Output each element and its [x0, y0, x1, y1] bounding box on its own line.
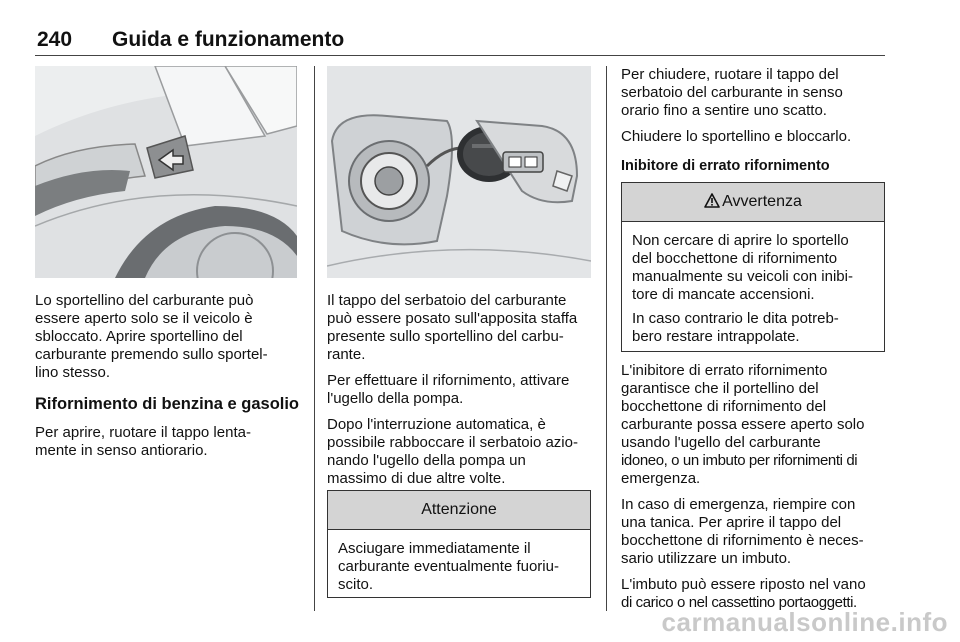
col2-text	[327, 292, 597, 488]
col3-top-text	[621, 66, 889, 174]
warning-body	[622, 222, 884, 354]
column-divider-2	[606, 66, 607, 611]
section-heading-refuelling: Rifornimento di benzina e gasolio	[35, 395, 300, 413]
warning-paragraph-1: Non cercare di aprire lo sportello del bocchettone di rifornimento manualmente su veicoli con inibi- tore di mancate accensioni.	[632, 232, 853, 303]
col2-paragraph-3: Dopo l'interruzione automatica, è possibile rabboccare il serbatoio azio- nando l'ugello della pompa un massimo di due altre volte.	[327, 416, 578, 487]
col3-lower-text	[621, 362, 891, 612]
column-divider-1	[314, 66, 315, 611]
caution-title: Attenzione	[328, 491, 590, 530]
car-rear-icon	[35, 66, 297, 278]
warning-header	[622, 183, 884, 222]
page-number: 240	[37, 28, 73, 51]
watermark: carmanualsonline.info	[661, 607, 948, 637]
warning-paragraph-2: In caso contrario le dita potreb- bero restare intrappolate.	[632, 310, 839, 345]
warning-title: Avvertenza	[722, 193, 802, 210]
col3-paragraph-2: Chiudere lo sportellino e bloccarlo.	[621, 128, 852, 145]
warning-box	[621, 182, 885, 352]
warning-triangle-icon	[704, 185, 720, 223]
col2-paragraph-1: Il tappo del serbatoio del carburante può essere posato sull'apposita staffa presente sullo sportellino del carbu- rante.	[327, 292, 578, 363]
col1-paragraph: Lo sportellino del carburante può essere aperto solo se il veicolo è sbloccato. Aprire sportellino del carburante premendo sullo sportel- lino stesso.	[35, 292, 268, 381]
fuel-cap-illustration	[327, 66, 591, 278]
caution-box	[327, 490, 591, 598]
subheading-misfuel-inhibitor: Inibitore di errato rifornimento	[621, 158, 830, 174]
fuel-cap-icon	[327, 66, 591, 278]
col3-paragraph-5: L'imbuto può essere riposto nel vano di carico o nel cassettino portaoggetti.	[621, 576, 866, 611]
page-title: Guida e funzionamento	[112, 28, 345, 51]
header-rule	[35, 55, 885, 56]
col3-paragraph-3: L'inibitore di errato rifornimento garantisce che il portellino del bocchettone di rifornimento del carburante possa essere aperto solo usando l'ugello del carburante idoneo, o un imbuto per rifornimenti di emergenza.	[621, 362, 865, 487]
col3-paragraph-4: In caso di emergenza, riempire con una tanica. Per aprire il tappo del bocchettone di rifornimento è neces- sario utilizzare un imbuto.	[621, 496, 864, 567]
col1-paragraph-2: Per aprire, ruotare il tappo lenta- mente in senso antiorario.	[35, 424, 251, 459]
col3-paragraph-1: Per chiudere, ruotare il tappo del serbatoio del carburante in senso orario fino a sentire uno scatto.	[621, 66, 843, 119]
caution-body: Asciugare immediatamente il carburante eventualmente fuoriu- scito.	[338, 540, 559, 593]
col2-paragraph-2: Per effettuare il rifornimento, attivare l'ugello della pompa.	[327, 372, 570, 407]
fuel-door-illustration	[35, 66, 297, 278]
